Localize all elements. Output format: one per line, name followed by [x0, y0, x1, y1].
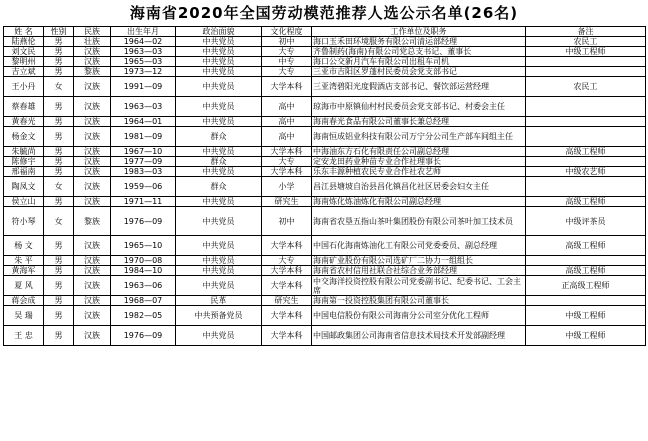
- cell-birth: 1965—03: [111, 57, 176, 67]
- cell-name: 黄春光: [4, 117, 44, 127]
- table-row: [4, 207, 646, 236]
- cell-workplace: 中国电信股份有限公司海南分公司室分优化工程师: [312, 306, 526, 326]
- cell-gender: 男: [44, 197, 74, 207]
- cell-politics: 中共党员: [176, 256, 262, 266]
- cell-politics: 中共党员: [176, 67, 262, 77]
- cell-name: 陶凤文: [4, 177, 44, 197]
- table-header-row: [4, 27, 646, 37]
- cell-birth: 1967—10: [111, 147, 176, 157]
- table-row: [4, 177, 646, 197]
- cell-remarks: [526, 256, 646, 266]
- cell-education: 初中: [262, 37, 312, 47]
- cell-politics: 中共党员: [176, 326, 262, 346]
- cell-workplace: 海口玉禾田环境服务有限公司清运部经理: [312, 37, 526, 47]
- cell-ethnicity: 汉族: [74, 147, 111, 157]
- cell-ethnicity: 汉族: [74, 266, 111, 276]
- cell-politics: 中共党员: [176, 47, 262, 57]
- cell-education: 大学本科: [262, 167, 312, 177]
- cell-ethnicity: 汉族: [74, 127, 111, 147]
- cell-name: 杨金文: [4, 127, 44, 147]
- cell-name: 陆燕伦: [4, 37, 44, 47]
- table-body: [4, 37, 646, 346]
- cell-name: 符小琴: [4, 207, 44, 236]
- table-row: [4, 266, 646, 276]
- cell-gender: 男: [44, 256, 74, 266]
- cell-remarks: [526, 296, 646, 306]
- cell-birth: 1984—10: [111, 266, 176, 276]
- cell-education: 大专: [262, 67, 312, 77]
- cell-remarks: 正高级工程师: [526, 276, 646, 296]
- document-title: 海南省2020年全国劳动模范推荐人选公示名单(26名): [129, 4, 519, 22]
- cell-workplace: 三亚湾碧阳光度假酒店支部书记、餐饮部运营经理: [312, 77, 526, 97]
- cell-birth: 1982—05: [111, 306, 176, 326]
- cell-workplace: 海南省农垦五指山茶叶集团股份有限公司茶叶加工技术员: [312, 207, 526, 236]
- cell-name: 陈修宇: [4, 157, 44, 167]
- table-row: [4, 276, 646, 296]
- cell-remarks: [526, 127, 646, 147]
- cell-politics: 群众: [176, 157, 262, 167]
- cell-education: 高中: [262, 97, 312, 117]
- cell-ethnicity: 汉族: [74, 77, 111, 97]
- cell-gender: 男: [44, 236, 74, 256]
- cell-ethnicity: 汉族: [74, 197, 111, 207]
- cell-workplace: 中海油东方石化有限责任公司副总经理: [312, 147, 526, 157]
- cell-workplace: 琼海市中原镇仙村村民委员会党支部书记、村委会主任: [312, 97, 526, 117]
- table-row: [4, 167, 646, 177]
- cell-name: 朱 平: [4, 256, 44, 266]
- table-row: [4, 37, 646, 47]
- cell-gender: 男: [44, 47, 74, 57]
- cell-education: 大学本科: [262, 77, 312, 97]
- cell-workplace: 海南矿业股份有限公司选矿厂二协力一组组长: [312, 256, 526, 266]
- cell-birth: 1976—09: [111, 207, 176, 236]
- cell-ethnicity: 汉族: [74, 157, 111, 167]
- header-birth: 出生年月: [111, 27, 176, 37]
- table-row: [4, 77, 646, 97]
- cell-education: 大专: [262, 256, 312, 266]
- cell-education: 大学本科: [262, 266, 312, 276]
- cell-remarks: 中级农艺师: [526, 167, 646, 177]
- cell-remarks: 农民工: [526, 37, 646, 47]
- cell-education: 中专: [262, 57, 312, 67]
- cell-ethnicity: 汉族: [74, 47, 111, 57]
- cell-education: 大学本科: [262, 147, 312, 157]
- header-gender: 性别: [44, 27, 74, 37]
- cell-birth: 1963—03: [111, 97, 176, 117]
- cell-remarks: 农民工: [526, 77, 646, 97]
- cell-remarks: [526, 157, 646, 167]
- cell-politics: 中共党员: [176, 117, 262, 127]
- cell-gender: 男: [44, 266, 74, 276]
- table-row: [4, 127, 646, 147]
- cell-workplace: 齐鲁制药(海南)有限公司党总支书记、董事长: [312, 47, 526, 57]
- cell-birth: 1964—01: [111, 117, 176, 127]
- cell-remarks: [526, 67, 646, 77]
- cell-birth: 1981—09: [111, 127, 176, 147]
- cell-birth: 1991—09: [111, 77, 176, 97]
- cell-ethnicity: 汉族: [74, 276, 111, 296]
- cell-name: 刘文民: [4, 47, 44, 57]
- header-name: 姓 名: [4, 27, 44, 37]
- cell-remarks: 高级工程师: [526, 147, 646, 157]
- cell-politics: 群众: [176, 177, 262, 197]
- cell-ethnicity: 汉族: [74, 256, 111, 266]
- table-row: [4, 117, 646, 127]
- cell-remarks: 高级工程师: [526, 266, 646, 276]
- cell-education: 大学本科: [262, 236, 312, 256]
- cell-education: 高中: [262, 117, 312, 127]
- cell-gender: 女: [44, 177, 74, 197]
- header-remarks: 备注: [526, 27, 646, 37]
- cell-gender: 女: [44, 77, 74, 97]
- cell-gender: 男: [44, 306, 74, 326]
- cell-remarks: [526, 177, 646, 197]
- cell-gender: 男: [44, 37, 74, 47]
- cell-workplace: 三亚市吉阳区罗蓬村民委员会党支部书记: [312, 67, 526, 77]
- cell-workplace: 中交海洋投资控股有限公司党委副书记、纪委书记、工会主席: [312, 276, 526, 296]
- cell-ethnicity: 汉族: [74, 97, 111, 117]
- cell-remarks: 中级工程师: [526, 306, 646, 326]
- cell-name: 侯立山: [4, 197, 44, 207]
- cell-name: 蔡春雄: [4, 97, 44, 117]
- cell-birth: 1959—06: [111, 177, 176, 197]
- cell-education: 大学本科: [262, 326, 312, 346]
- cell-birth: 1965—10: [111, 236, 176, 256]
- cell-gender: 男: [44, 296, 74, 306]
- cell-politics: 民革: [176, 296, 262, 306]
- cell-workplace: 乐东丰源种植农民专业合作社农艺师: [312, 167, 526, 177]
- cell-name: 黎明州: [4, 57, 44, 67]
- cell-ethnicity: 汉族: [74, 296, 111, 306]
- cell-ethnicity: 汉族: [74, 326, 111, 346]
- cell-education: 研究生: [262, 197, 312, 207]
- cell-education: 高中: [262, 127, 312, 147]
- cell-name: 邢福南: [4, 167, 44, 177]
- table-row: [4, 147, 646, 157]
- cell-name: 杨 文: [4, 236, 44, 256]
- header-ethnicity: 民族: [74, 27, 111, 37]
- cell-name: 王 忠: [4, 326, 44, 346]
- cell-politics: 中共党员: [176, 236, 262, 256]
- table-row: [4, 157, 646, 167]
- cell-education: 初中: [262, 207, 312, 236]
- cell-politics: 中共党员: [176, 77, 262, 97]
- cell-remarks: 高级工程师: [526, 197, 646, 207]
- cell-gender: 男: [44, 157, 74, 167]
- header-education: 文化程度: [262, 27, 312, 37]
- cell-gender: 男: [44, 276, 74, 296]
- cell-gender: 男: [44, 167, 74, 177]
- cell-politics: 中共党员: [176, 147, 262, 157]
- cell-gender: 男: [44, 57, 74, 67]
- cell-politics: 中共预备党员: [176, 306, 262, 326]
- table-row: [4, 57, 646, 67]
- cell-workplace: 中国邮政集团公司海南省信息技术局技术开发部副经理: [312, 326, 526, 346]
- cell-ethnicity: 汉族: [74, 236, 111, 256]
- cell-remarks: [526, 97, 646, 117]
- cell-name: 黄海军: [4, 266, 44, 276]
- cell-birth: 1963—03: [111, 47, 176, 57]
- cell-ethnicity: 黎族: [74, 67, 111, 77]
- cell-name: 吴 瑞: [4, 306, 44, 326]
- cell-politics: 中共党员: [176, 97, 262, 117]
- table-row: [4, 47, 646, 57]
- header-politics: 政治面貌: [176, 27, 262, 37]
- cell-politics: 中共党员: [176, 167, 262, 177]
- table-row: [4, 197, 646, 207]
- cell-birth: 1983—03: [111, 167, 176, 177]
- cell-ethnicity: 汉族: [74, 177, 111, 197]
- cell-ethnicity: 汉族: [74, 306, 111, 326]
- cell-education: 研究生: [262, 296, 312, 306]
- cell-workplace: 海南炼化炼油炼化有限公司副总经理: [312, 197, 526, 207]
- cell-birth: 1970—08: [111, 256, 176, 266]
- cell-name: 吉立斌: [4, 67, 44, 77]
- cell-birth: 1977—09: [111, 157, 176, 167]
- cell-ethnicity: 黎族: [74, 207, 111, 236]
- cell-remarks: [526, 57, 646, 67]
- cell-politics: 中共党员: [176, 276, 262, 296]
- cell-workplace: 海南省农村信用社联合社综合业务部经理: [312, 266, 526, 276]
- cell-politics: 中共党员: [176, 37, 262, 47]
- cell-workplace: 海口公交新月汽车有限公司出租车司机: [312, 57, 526, 67]
- cell-name: 夏 风: [4, 276, 44, 296]
- cell-politics: 中共党员: [176, 57, 262, 67]
- cell-remarks: 中级工程师: [526, 326, 646, 346]
- header-workplace: 工作单位及职务: [312, 27, 526, 37]
- cell-remarks: 高级工程师: [526, 236, 646, 256]
- cell-gender: 男: [44, 117, 74, 127]
- cell-gender: 女: [44, 207, 74, 236]
- cell-politics: 群众: [176, 127, 262, 147]
- cell-birth: 1964—02: [111, 37, 176, 47]
- cell-birth: 1976—09: [111, 326, 176, 346]
- cell-workplace: 定安龙田药业种苗专业合作社理事长: [312, 157, 526, 167]
- cell-remarks: 中级工程师: [526, 47, 646, 57]
- table-row: [4, 67, 646, 77]
- table-row: [4, 236, 646, 256]
- cell-education: 大学本科: [262, 276, 312, 296]
- table-row: [4, 256, 646, 266]
- cell-gender: 男: [44, 147, 74, 157]
- cell-education: 大专: [262, 157, 312, 167]
- cell-name: 王小丹: [4, 77, 44, 97]
- cell-education: 大专: [262, 47, 312, 57]
- cell-birth: 1971—11: [111, 197, 176, 207]
- cell-education: 大学本科: [262, 306, 312, 326]
- cell-education: 小学: [262, 177, 312, 197]
- cell-gender: 男: [44, 127, 74, 147]
- cell-gender: 男: [44, 326, 74, 346]
- cell-workplace: 昌江县塘坡自治县昌化镇昌化社区居委会妇女主任: [312, 177, 526, 197]
- cell-gender: 男: [44, 97, 74, 117]
- cell-birth: 1973—12: [111, 67, 176, 77]
- cell-birth: 1968—07: [111, 296, 176, 306]
- table-row: [4, 296, 646, 306]
- cell-politics: 中共党员: [176, 266, 262, 276]
- cell-name: 朱毓尚: [4, 147, 44, 157]
- cell-workplace: 海南春光食品有限公司董事长兼总经理: [312, 117, 526, 127]
- cell-remarks: 中级评茶员: [526, 207, 646, 236]
- cell-birth: 1963—06: [111, 276, 176, 296]
- candidates-table: [3, 26, 646, 346]
- table-row: [4, 326, 646, 346]
- cell-ethnicity: 汉族: [74, 57, 111, 67]
- cell-ethnicity: 壮族: [74, 37, 111, 47]
- table-row: [4, 306, 646, 326]
- cell-ethnicity: 汉族: [74, 167, 111, 177]
- cell-workplace: 海南恒成铝业科技有限公司万宁分公司生产部车间组主任: [312, 127, 526, 147]
- cell-politics: 中共党员: [176, 207, 262, 236]
- table-row: [4, 97, 646, 117]
- cell-remarks: [526, 117, 646, 127]
- cell-politics: 中共党员: [176, 197, 262, 207]
- cell-ethnicity: 汉族: [74, 117, 111, 127]
- cell-gender: 男: [44, 67, 74, 77]
- cell-workplace: 海南第一投资控股集团有限公司董事长: [312, 296, 526, 306]
- cell-name: 蒋会成: [4, 296, 44, 306]
- cell-workplace: 中国石化海南炼油化工有限公司党委委员、副总经理: [312, 236, 526, 256]
